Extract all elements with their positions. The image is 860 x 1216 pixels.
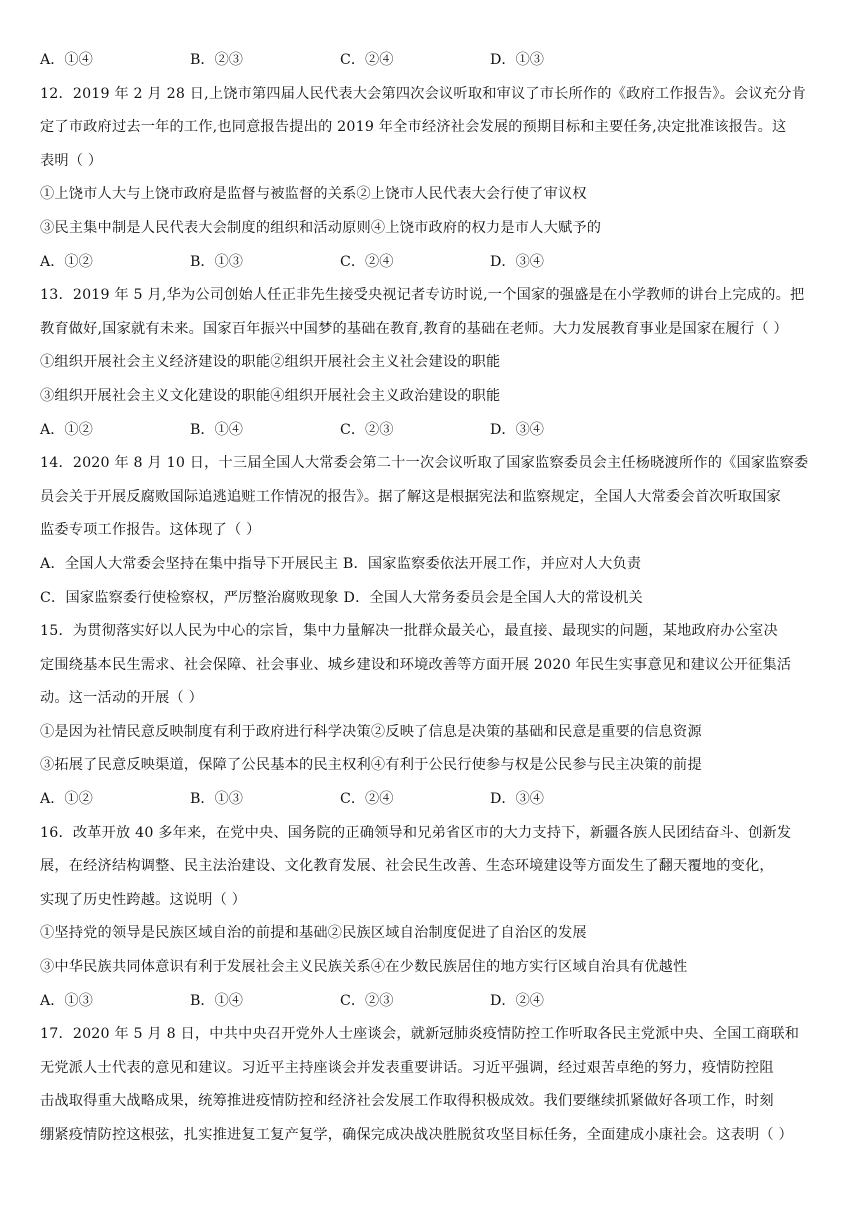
answer-option: D．③④ xyxy=(490,253,544,270)
answer-option: A．①② xyxy=(40,253,93,270)
question-text-line: 员会关于开展反腐败国际追逃追赃工作情况的报告》。据了解这是根据宪法和监察规定，全国人大常委会首次听取国家 xyxy=(40,488,782,505)
question-text-line: A．全国人大常委会坚持在集中指导下开展民主 B．国家监察委依法开展工作，并应对人大负责 xyxy=(40,555,642,572)
answer-options-row xyxy=(40,985,830,1019)
question-text-line: 击战取得重大战略成果，统筹推进疫情防控和经济社会发展工作取得积极成效。我们要继续抓紧做好各项工作，时刻 xyxy=(40,1093,774,1110)
question-text-line: 13．2019 年 5 月,华为公司创始人任正非先生接受央视记者专访时说,一个国家的强盛是在小学教师的讲台上完成的。把 xyxy=(40,287,805,304)
question-text-line: 绷紧疫情防控这根弦，扎实推进复工复产复学，确保完成决战决胜脱贫攻坚目标任务，全面建成小康社会。这表明（ ） xyxy=(40,1127,793,1143)
question-text-line: 教育做好,国家就有未来。国家百年振兴中国梦的基础在教育,教育的基础在老师。大力发展教育事业是国家在履行（ ） xyxy=(40,320,788,337)
answer-options-row xyxy=(40,783,830,817)
answer-option: C．②③ xyxy=(340,421,394,438)
question-text-line: 定围绕基本民生需求、社会保障、社会事业、城乡建设和环境改善等方面开展 2020 年民生实事意见和建议公开征集活 xyxy=(40,656,792,673)
answer-option: D．③④ xyxy=(490,791,544,808)
answer-option: C．②④ xyxy=(340,253,394,270)
answer-option: A．①② xyxy=(40,791,93,808)
question-text-line: ①是因为社情民意反映制度有利于政府进行科学决策②反映了信息是决策的基础和民意是重要的信息资源 xyxy=(40,723,702,740)
answer-option: A．①② xyxy=(40,421,93,438)
question-text-line: 表明（ ） xyxy=(40,152,103,169)
question-text-line: 12．2019 年 2 月 28 日,上饶市第四届人民代表大会第四次会议听取和审议了市长所作的《政府工作报告》。会议充分肯 xyxy=(40,85,807,102)
question-text-line: ③中华民族共同体意识有利于发展社会主义民族关系④在少数民族居住的地方实行区域自治具有优越性 xyxy=(40,959,688,976)
question-text-line: ③组织开展社会主义文化建设的职能④组织开展社会主义政治建设的职能 xyxy=(40,387,501,404)
question-text-line: ①上饶市人大与上饶市政府是监督与被监督的关系②上饶市人民代表大会行使了审议权 xyxy=(40,186,587,203)
answer-option: A．①④ xyxy=(40,52,93,68)
question-text-line: 16．改革开放 40 多年来，在党中央、国务院的正确领导和兄弟省区市的大力支持下，新疆各族人民团结奋斗、创新发 xyxy=(40,824,792,841)
question-text-line: 动。这一活动的开展（ ） xyxy=(40,690,203,707)
question-text-line: 定了市政府过去一年的工作,也同意报告提出的 2019 年全市经济社会发展的预期目标和主要任务,决定批准该报告。这 xyxy=(40,119,787,136)
answer-option: C．②④ xyxy=(340,52,394,68)
question-text-line: 17．2020 年 5 月 8 日，中共中央召开党外人士座谈会，就新冠肺炎疫情防控工作听取各民主党派中央、全国工商联和 xyxy=(40,1026,800,1043)
question-text-line: 监委专项工作报告。这体现了（ ） xyxy=(40,522,261,539)
question-text-line: 14．2020 年 8 月 10 日，十三届全国人大常委会第二十一次会议听取了国家监察委员会主任杨晓渡所作的《国家监察委 xyxy=(40,455,809,472)
answer-option: D．①③ xyxy=(490,52,544,68)
exam-page xyxy=(40,44,830,1153)
question-text-line: C．国家监察委行使检察权，严厉整治腐败现象 D．全国人大常务委员会是全国人大的常设机关 xyxy=(40,589,643,606)
question-text-line: 展，在经济结构调整、民主法治建设、文化教育发展、社会民生改善、生态环境建设等方面发生了翻天覆地的变化， xyxy=(40,858,774,875)
answer-option: D．③④ xyxy=(490,421,544,438)
question-text-line: ①组织开展社会主义经济建设的职能②组织开展社会主义社会建设的职能 xyxy=(40,354,501,371)
answer-option: B．①③ xyxy=(190,253,243,270)
answer-option: B．②③ xyxy=(190,52,243,68)
answer-option: B．①③ xyxy=(190,791,243,808)
question-text-line: ①坚持党的领导是民族区域自治的前提和基础②民族区域自治制度促进了自治区的发展 xyxy=(40,925,587,942)
answer-option: C．②③ xyxy=(340,992,394,1009)
answer-option: C．②④ xyxy=(340,791,394,808)
question-text-line: 无党派人士代表的意见和建议。习近平主持座谈会并发表重要讲话。习近平强调，经过艰苦卓绝的努力，疫情防控阻 xyxy=(40,1059,774,1076)
answer-options-row xyxy=(40,44,830,78)
answer-options-row xyxy=(40,246,830,280)
answer-option: B．①④ xyxy=(190,992,243,1009)
answer-options-row xyxy=(40,414,830,448)
answer-option: B．①④ xyxy=(190,421,243,438)
answer-option: D．②④ xyxy=(490,992,544,1009)
question-text-line: ③拓展了民意反映渠道，保障了公民基本的民主权利④有利于公民行使参与权是公民参与民主决策的前提 xyxy=(40,757,702,774)
question-text-line: 15．为贯彻落实好以人民为中心的宗旨，集中力量解决一批群众最关心，最直接、最现实的问题，某地政府办公室决 xyxy=(40,623,778,640)
question-text-line: 实现了历史性跨越。这说明（ ） xyxy=(40,891,247,908)
answer-option: A．①③ xyxy=(40,992,93,1009)
question-text-line: ③民主集中制是人民代表大会制度的组织和活动原则④上饶市政府的权力是市人大赋予的 xyxy=(40,219,602,236)
